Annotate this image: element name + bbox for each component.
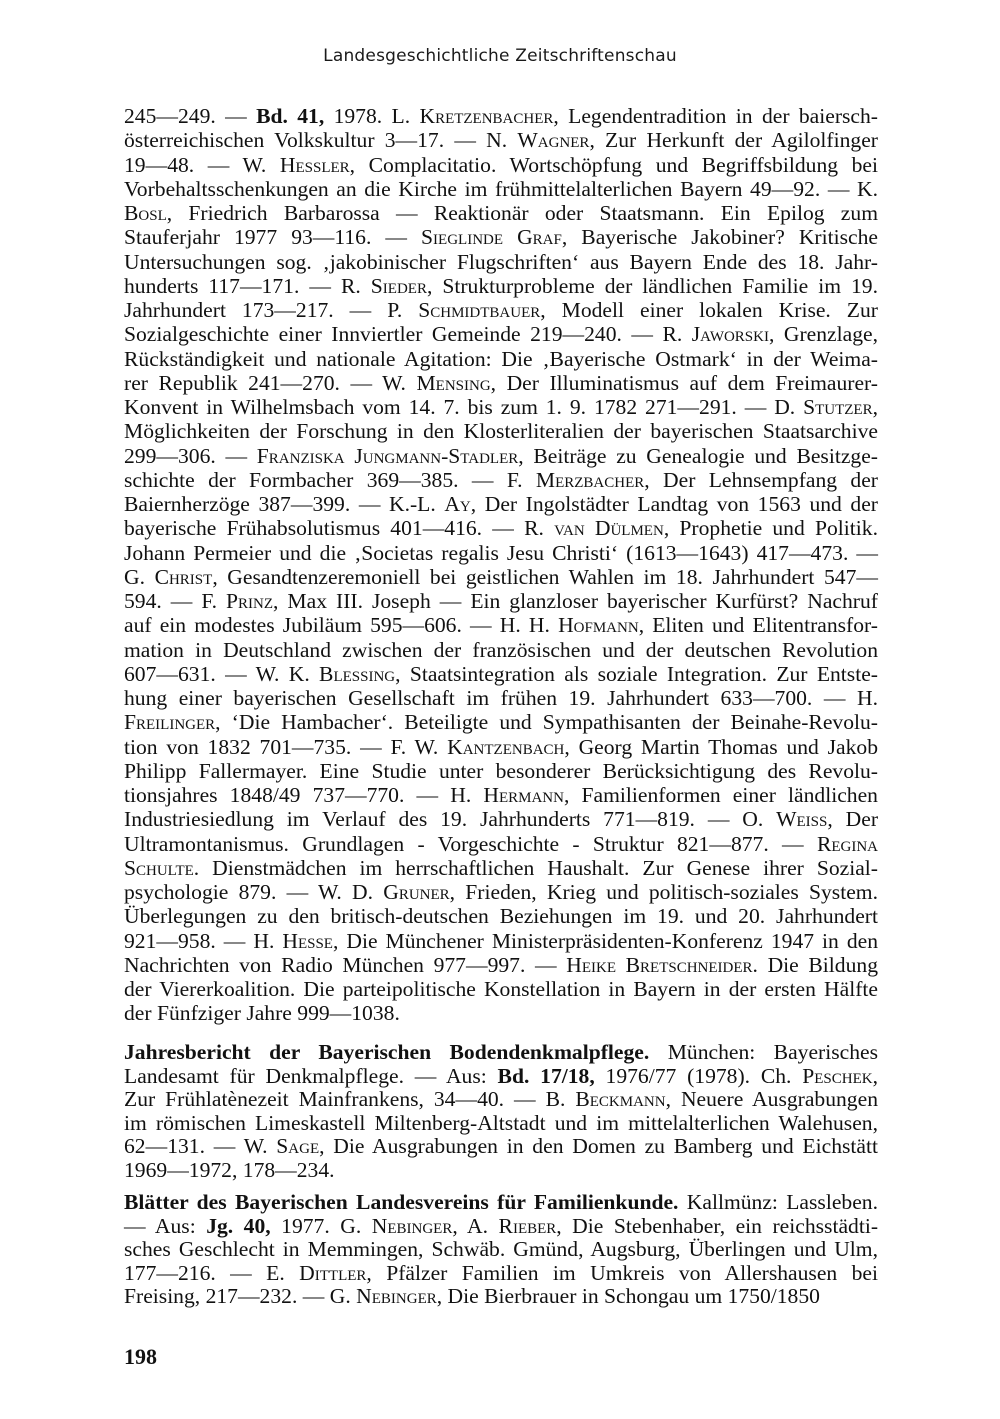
text-run: , Die Stebenhaber, ein reichsstädti- — [556, 1213, 879, 1238]
text-run: im römischen Limeskastell Miltenberg-Altstadt und im mittelalterlichen Walehusen, — [124, 1110, 878, 1135]
text-run: , Familienformen einer ländlichen — [563, 783, 878, 807]
author-name: Ay — [444, 492, 471, 516]
text-line — [124, 202, 878, 226]
author-name: Kantzenbach — [447, 734, 565, 759]
text-run: . Dienstmädchen im herrschaftlichen Haushalt. Zur Genese ihrer Sozial- — [193, 855, 878, 880]
text-run: Möglichkeiten der Forschung in den Klosterliteralien der bayerischen Staatsarchive — [124, 419, 878, 444]
text-line — [124, 299, 878, 323]
text-line — [124, 445, 878, 469]
text-run: , — [872, 395, 878, 419]
author-name: Nebinger — [356, 1284, 437, 1309]
author-name: Hermann — [483, 783, 564, 807]
text-run: 1969—1972, 178—234. — [124, 1158, 335, 1182]
author-name: Kretzenbacher — [419, 104, 554, 128]
author-name: Heike Bretschneider — [566, 952, 753, 977]
text-run: , Neuere Ausgrabungen — [665, 1087, 878, 1112]
bold-text: Jahresbericht der Bayerischen Bodendenkmalpflege. — [124, 1040, 650, 1064]
text-line — [124, 833, 878, 857]
author-name: Rieber — [498, 1213, 557, 1238]
text-line — [124, 396, 878, 420]
text-run: 607—631. — W. K. — [124, 661, 320, 686]
text-run: 177—216. — E. — [124, 1260, 300, 1285]
text-run: Nachrichten von Radio München 977—997. — — [124, 952, 567, 977]
text-run: , A. — [452, 1213, 499, 1238]
text-run: rer Republik 241—270. — W. — [124, 370, 417, 395]
text-line — [124, 1238, 878, 1262]
text-line — [124, 760, 878, 784]
text-line — [124, 954, 878, 978]
text-line — [124, 857, 878, 881]
text-run: , Pfälzer Familien im Umkreis von Allershausen bei — [366, 1260, 878, 1285]
text-run: , ‘Die Hambacher‘. Beteiligte und Sympathisanten der Beinahe-Revolu- — [215, 710, 878, 735]
author-name: Freilinger — [124, 710, 216, 735]
bold-text: Bd. 17/18, — [497, 1063, 595, 1088]
text-line — [124, 1285, 820, 1309]
author-name: Bosl — [124, 201, 167, 225]
text-run: München: Bayerisches — [649, 1040, 879, 1064]
text-run: , Modell einer lokalen Krise. Zur — [540, 298, 878, 322]
text-line — [124, 493, 878, 517]
text-run: auf ein modestes Jubiläum 595—606. — H. H. — [124, 613, 559, 638]
text-line — [124, 808, 878, 832]
text-run: Zur Frühlatènezeit Mainfrankens, 34—40. — B. — [124, 1087, 576, 1112]
text-line — [124, 542, 878, 566]
text-line — [124, 784, 878, 808]
text-line — [124, 905, 878, 929]
author-name: Hofmann — [558, 613, 639, 638]
author-name: Prinz — [226, 589, 274, 613]
text-run: G. — [124, 564, 155, 589]
text-run: Baiernherzöge 387—399. — K.-L. — [124, 492, 445, 516]
text-run: Landesamt für Denkmalpflege. — Aus: — [124, 1063, 498, 1088]
text-run: . Die Bildung — [752, 952, 878, 977]
text-line — [124, 881, 878, 905]
text-run: , Beiträge zu Genealogie und Besitzge- — [518, 443, 878, 468]
text-line — [124, 1041, 878, 1065]
text-line — [124, 1088, 878, 1112]
text-run: 594. — F. — [124, 589, 227, 613]
text-run: Freising, 217—232. — G. — [124, 1284, 357, 1309]
text-run: Philipp Fallermayer. Eine Studie unter besonderer Berücksichtigung des Revolu- — [124, 758, 878, 783]
author-name: Hesse — [282, 928, 333, 953]
text-line — [124, 129, 878, 153]
text-run: Untersuchungen sog. ‚jakobinischer Flugschriften‘ aus Bayern Ende des 18. Jahr- — [124, 249, 878, 274]
text-run: Jahrhundert 173—217. — P. — [124, 298, 419, 322]
text-run: , Der — [827, 807, 879, 832]
text-run: , Die Bierbrauer in Schongau um 1750/1850 — [436, 1284, 820, 1309]
author-name: Jaworski — [691, 322, 769, 347]
text-line — [124, 978, 878, 1002]
text-line — [124, 1191, 878, 1215]
text-line — [124, 1159, 335, 1183]
author-name: Franziska Jungmann-Stadler — [256, 443, 519, 468]
text-run: tionsjahres 1848/49 737—770. — H. — [124, 783, 484, 807]
author-name: Hessler — [279, 152, 350, 177]
text-run: schichte der Formbacher 369—385. — F. — [124, 467, 536, 492]
text-run: hung einer bayerischen Gesellschaft im frühen 19. Jahrhundert 633—700. — H. — [124, 686, 878, 710]
text-run: , Strukturprobleme der ländlichen Familie im 19. — [426, 273, 879, 298]
text-line — [124, 348, 878, 372]
bold-text: Jg. 40, — [206, 1213, 271, 1238]
text-run: , Die Ausgrabungen in den Domen zu Bamberg und Eichstätt — [319, 1134, 878, 1159]
author-name: Blessing — [319, 661, 396, 686]
text-run: , Der Illuminatismus auf dem Freimaurer- — [490, 370, 878, 395]
text-run: Sozialgeschichte einer Innviertler Gemeinde 219—240. — R. — [124, 322, 692, 347]
text-line — [124, 251, 878, 275]
text-line — [124, 639, 878, 663]
text-run: 19—48. — W. — [124, 152, 280, 177]
text-run: 62—131. — W. — [124, 1134, 277, 1159]
text-line — [124, 226, 878, 250]
text-line — [124, 930, 878, 954]
text-line — [124, 590, 878, 614]
author-name: Regina — [816, 831, 878, 856]
author-name: Mensing — [416, 370, 491, 395]
text-run: Vorbehaltsschenkungen an die Kirche im frühmittelalterlichen Bayern 49—92. — K. — [124, 176, 878, 201]
text-line — [124, 687, 878, 711]
text-run: , Prophetie und Politik. — [663, 516, 878, 541]
text-line — [124, 372, 878, 396]
author-name: Peschek — [802, 1063, 873, 1088]
text-line — [124, 105, 878, 129]
text-run: Kallmünz: Lassleben. — [678, 1190, 878, 1214]
text-run: , Zur Herkunft der Agilolfinger — [589, 128, 878, 153]
text-run: , Der Ingolstädter Landtag von 1563 und der — [470, 492, 878, 516]
text-line — [124, 154, 878, 178]
text-line — [124, 469, 878, 493]
text-line — [124, 1065, 878, 1089]
author-name: Beckmann — [575, 1087, 666, 1112]
text-run: 1978. L. — [324, 104, 420, 128]
text-run: Rückständigkeit und nationale Agitation: Die ‚Bayerische Ostmark‘ in der Weima- — [124, 346, 878, 371]
text-line — [124, 1135, 878, 1159]
text-line — [124, 323, 878, 347]
text-run: 245—249. — — [124, 104, 257, 128]
text-run: österreichischen Volkskultur 3—17. — N. — [124, 128, 518, 153]
bold-text: Bd. 41, — [256, 104, 325, 128]
author-name: Gruner — [383, 880, 450, 904]
text-run: Johann Permeier und die ‚Societas regalis Jesu Christi‘ (1613—1643) 417—473. — — [124, 540, 878, 565]
text-run: Überlegungen zu den britisch-deutschen Beziehungen im 19. und 20. Jahrhundert — [124, 904, 878, 929]
text-run: Stauferjahr 1977 93—116. — — [124, 225, 422, 250]
text-run: der Fünfziger Jahre 999—1038. — [124, 1001, 400, 1026]
text-line — [124, 711, 878, 735]
running-header: Landesgeschichtliche Zeitschriftenschau — [323, 46, 677, 66]
text-run: psychologie 879. — W. D. — [124, 880, 384, 904]
text-run: — Aus: — [124, 1213, 207, 1238]
text-line — [124, 614, 878, 638]
text-run: 921—958. — H. — [124, 928, 283, 953]
text-run: , Die Münchener Ministerpräsidenten-Konferenz 1947 in den — [332, 928, 878, 953]
author-name: Merzbacher — [535, 467, 645, 492]
text-run: , — [872, 1063, 878, 1088]
text-run: der Viererkoalition. Die parteipolitische Konstellation in Bayern in der ersten Hälfte — [124, 977, 878, 1001]
author-name: Sage — [276, 1134, 320, 1159]
text-line — [124, 517, 878, 541]
text-run: , Legendentradition in der baiersch- — [553, 104, 878, 128]
text-line — [124, 566, 878, 590]
text-run: tion von 1832 701—735. — F. W. — [124, 734, 448, 759]
text-run: , Georg Martin Thomas und Jakob — [564, 734, 878, 759]
text-line — [124, 1262, 878, 1286]
text-run: , Friedrich Barbarossa — Reaktionär oder Staatsmann. Ein Epilog zum — [166, 201, 878, 225]
text-run: 299—306. — — [124, 443, 257, 468]
author-name: Stutzer — [803, 395, 873, 419]
author-name: Weiss — [776, 807, 828, 832]
text-run: , Complacitatio. Wortschöpfung und Begriffsbildung bei — [349, 152, 878, 177]
author-name: Schulte — [124, 855, 194, 880]
author-name: Sieder — [370, 273, 427, 298]
text-line — [124, 178, 878, 202]
text-run: mation in Deutschland zwischen der französischen und der deutschen Revolution — [124, 637, 878, 662]
page-number: 198 — [124, 1344, 157, 1369]
bold-text: Blätter des Bayerischen Landesvereins für Familienkunde. — [124, 1190, 679, 1214]
text-run: Industriesiedlung im Verlauf des 19. Jahrhunderts 771—819. — O. — [124, 807, 777, 832]
text-run: Ultramontanismus. Grundlagen - Vorgeschichte - Struktur 821—877. — — [124, 831, 817, 856]
author-name: Christ — [154, 564, 213, 589]
author-name: Dittler — [299, 1260, 367, 1285]
author-name: Wagner — [517, 128, 590, 153]
text-run: bayerische Frühabsolutismus 401—416. — R. — [124, 516, 555, 541]
text-run: , Staatsintegration als soziale Integration. Zur Entste- — [395, 661, 878, 686]
author-name: van Dülmen — [554, 516, 664, 541]
text-run: , Grenzlage, — [768, 322, 878, 347]
text-run: 1976/77 (1978). Ch. — [594, 1063, 803, 1088]
text-line — [124, 275, 878, 299]
text-line — [124, 736, 878, 760]
text-line — [124, 1002, 400, 1026]
text-run: sches Geschlecht in Memmingen, Schwäb. Gmünd, Augsburg, Überlingen und Ulm, — [124, 1237, 878, 1262]
text-line — [124, 420, 878, 444]
text-line — [124, 1112, 878, 1136]
author-name: Schmidtbauer — [418, 298, 541, 322]
text-run: , Eliten und Elitentransfor- — [638, 613, 878, 638]
text-run: Konvent in Wilhelmsbach vom 14. 7. bis zum 1. 9. 1782 271—291. — D. — [124, 395, 804, 419]
text-run: , Max III. Joseph — Ein glanzloser bayerischer Kurfürst? Nachruf — [273, 589, 878, 613]
text-line — [124, 1215, 878, 1239]
text-run: , Bayerische Jakobiner? Kritische — [561, 225, 878, 250]
text-run: 1977. G. — [270, 1213, 372, 1238]
text-run: hunderts 117—171. — R. — [124, 273, 371, 298]
text-line — [124, 663, 878, 687]
text-run: , Gesandtenzeremoniell bei geistlichen Wahlen im 18. Jahrhundert 547— — [212, 564, 878, 589]
text-run: , Frieden, Krieg und politisch-soziales System. — [449, 880, 878, 904]
author-name: Sieglinde Graf — [421, 225, 562, 250]
text-run: , Der Lehnsempfang der — [644, 467, 878, 492]
author-name: Nebinger — [371, 1213, 453, 1238]
